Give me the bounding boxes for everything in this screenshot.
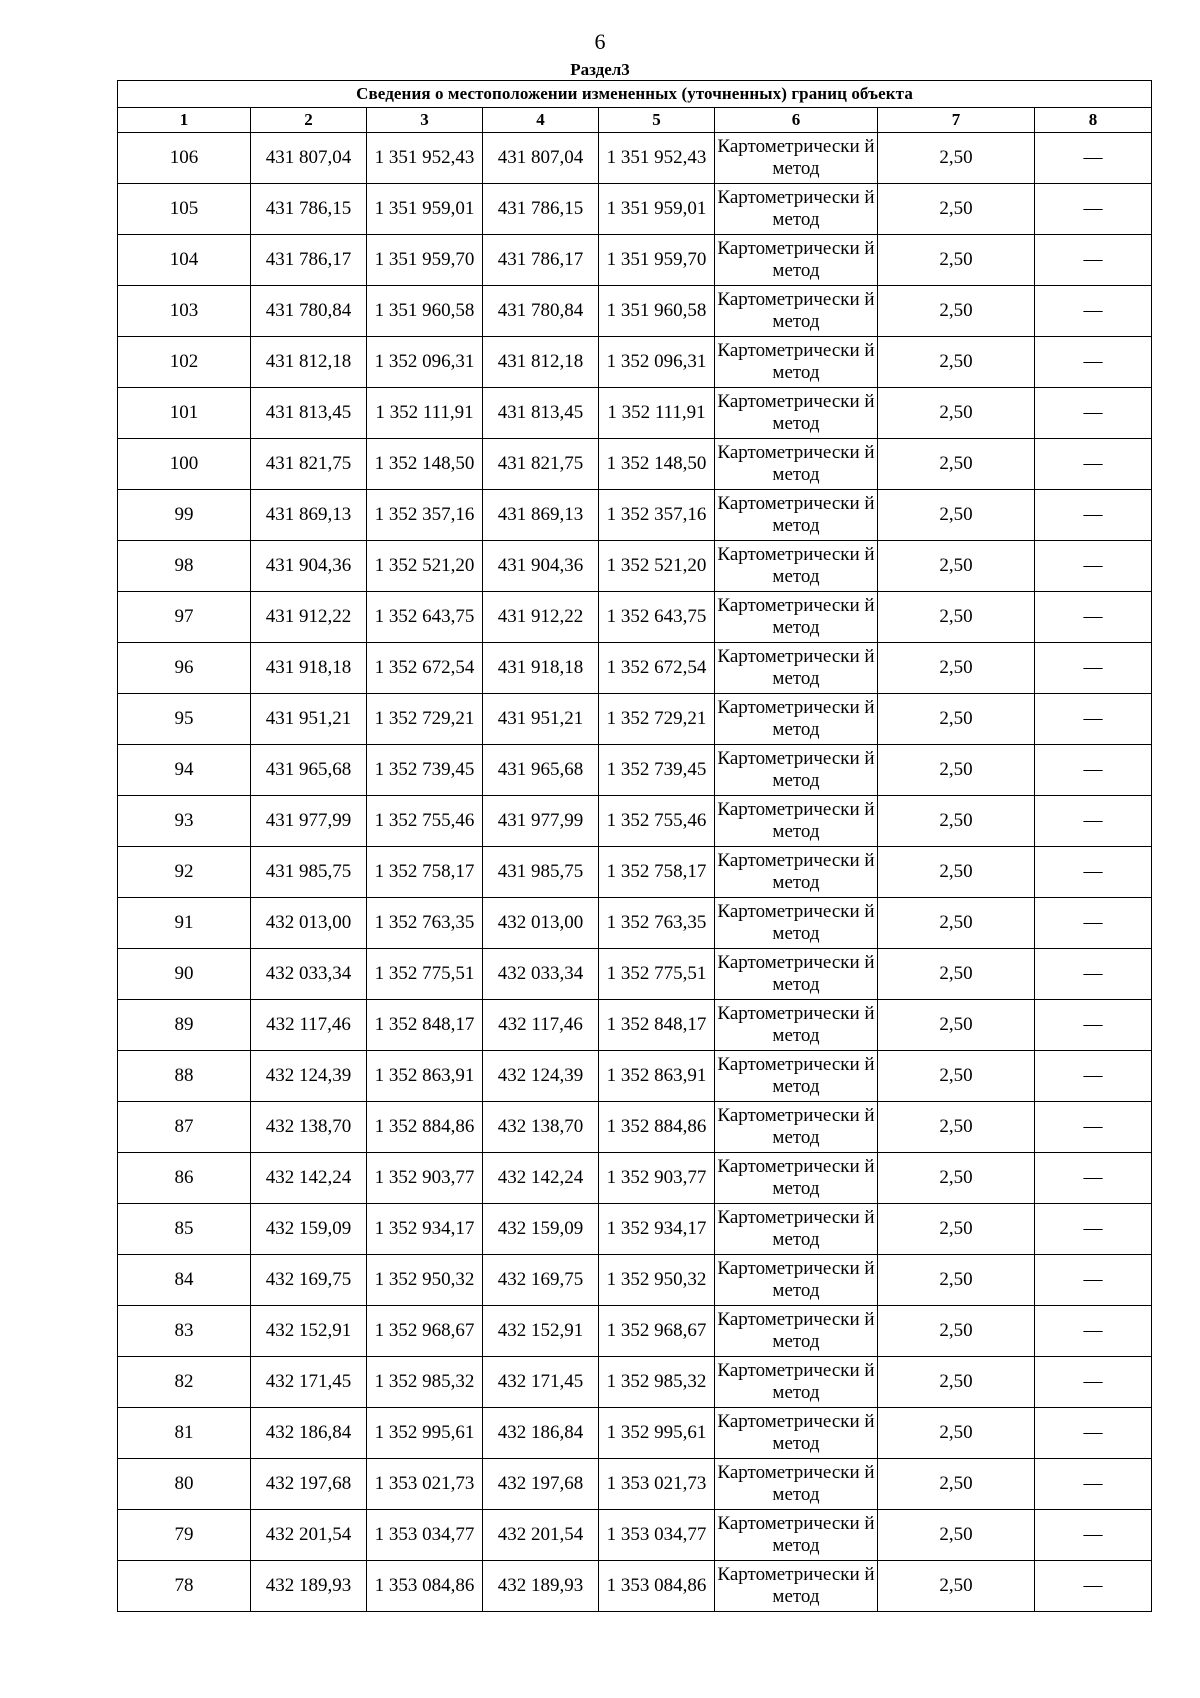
- x-coordinate-cell: 432 124,39: [483, 1051, 599, 1102]
- point-number-cell: 94: [118, 745, 251, 796]
- note-cell: —: [1035, 898, 1152, 949]
- x-coordinate-cell: 432 013,00: [483, 898, 599, 949]
- accuracy-cell: 2,50: [878, 337, 1035, 388]
- accuracy-cell: 2,50: [878, 286, 1035, 337]
- x-coordinate-cell: 432 152,91: [251, 1306, 367, 1357]
- x-coordinate-cell: 432 169,75: [251, 1255, 367, 1306]
- y-coordinate-cell: 1 352 903,77: [367, 1153, 483, 1204]
- x-coordinate-cell: 432 169,75: [483, 1255, 599, 1306]
- x-coordinate-cell: 432 201,54: [483, 1510, 599, 1561]
- y-coordinate-cell: 1 352 934,17: [599, 1204, 715, 1255]
- accuracy-cell: 2,50: [878, 439, 1035, 490]
- method-cell: Картометрически й метод: [715, 1255, 878, 1306]
- note-cell: —: [1035, 745, 1152, 796]
- x-coordinate-cell: 431 985,75: [251, 847, 367, 898]
- column-header: 6: [715, 108, 878, 133]
- x-coordinate-cell: 431 985,75: [483, 847, 599, 898]
- accuracy-cell: 2,50: [878, 490, 1035, 541]
- method-cell: Картометрически й метод: [715, 1408, 878, 1459]
- point-number-cell: 95: [118, 694, 251, 745]
- y-coordinate-cell: 1 352 357,16: [367, 490, 483, 541]
- method-cell: Картометрически й метод: [715, 235, 878, 286]
- y-coordinate-cell: 1 352 950,32: [367, 1255, 483, 1306]
- y-coordinate-cell: 1 351 960,58: [367, 286, 483, 337]
- table-row: [118, 184, 1152, 235]
- y-coordinate-cell: 1 352 995,61: [599, 1408, 715, 1459]
- x-coordinate-cell: 431 904,36: [251, 541, 367, 592]
- y-coordinate-cell: 1 352 729,21: [367, 694, 483, 745]
- y-coordinate-cell: 1 352 148,50: [599, 439, 715, 490]
- x-coordinate-cell: 431 904,36: [483, 541, 599, 592]
- point-number-cell: 81: [118, 1408, 251, 1459]
- accuracy-cell: 2,50: [878, 1204, 1035, 1255]
- table-row: [118, 1408, 1152, 1459]
- note-cell: —: [1035, 490, 1152, 541]
- x-coordinate-cell: 432 142,24: [483, 1153, 599, 1204]
- accuracy-cell: 2,50: [878, 1306, 1035, 1357]
- method-cell: Картометрически й метод: [715, 1357, 878, 1408]
- table-row: [118, 1255, 1152, 1306]
- table-row: [118, 337, 1152, 388]
- method-cell: Картометрически й метод: [715, 286, 878, 337]
- column-header: 4: [483, 108, 599, 133]
- note-cell: —: [1035, 184, 1152, 235]
- accuracy-cell: 2,50: [878, 847, 1035, 898]
- point-number-cell: 96: [118, 643, 251, 694]
- x-coordinate-cell: 431 912,22: [483, 592, 599, 643]
- column-header: 3: [367, 108, 483, 133]
- point-number-cell: 89: [118, 1000, 251, 1051]
- method-cell: Картометрически й метод: [715, 643, 878, 694]
- point-number-cell: 80: [118, 1459, 251, 1510]
- note-cell: —: [1035, 1306, 1152, 1357]
- accuracy-cell: 2,50: [878, 796, 1035, 847]
- accuracy-cell: 2,50: [878, 541, 1035, 592]
- y-coordinate-cell: 1 353 034,77: [599, 1510, 715, 1561]
- y-coordinate-cell: 1 351 959,70: [367, 235, 483, 286]
- table-row: [118, 1561, 1152, 1612]
- method-cell: Картометрически й метод: [715, 1459, 878, 1510]
- x-coordinate-cell: 431 786,17: [483, 235, 599, 286]
- point-number-cell: 82: [118, 1357, 251, 1408]
- method-cell: Картометрически й метод: [715, 898, 878, 949]
- accuracy-cell: 2,50: [878, 1000, 1035, 1051]
- point-number-cell: 97: [118, 592, 251, 643]
- method-cell: Картометрически й метод: [715, 592, 878, 643]
- y-coordinate-cell: 1 352 521,20: [599, 541, 715, 592]
- x-coordinate-cell: 432 197,68: [251, 1459, 367, 1510]
- accuracy-cell: 2,50: [878, 949, 1035, 1000]
- column-header-row: [118, 108, 1152, 133]
- y-coordinate-cell: 1 352 985,32: [599, 1357, 715, 1408]
- page-number: 6: [594, 29, 606, 54]
- x-coordinate-cell: 432 117,46: [483, 1000, 599, 1051]
- x-coordinate-cell: 431 977,99: [251, 796, 367, 847]
- note-cell: —: [1035, 1408, 1152, 1459]
- point-number-cell: 100: [118, 439, 251, 490]
- x-coordinate-cell: 432 159,09: [483, 1204, 599, 1255]
- x-coordinate-cell: 432 201,54: [251, 1510, 367, 1561]
- accuracy-cell: 2,50: [878, 592, 1035, 643]
- point-number-cell: 84: [118, 1255, 251, 1306]
- method-cell: Картометрически й метод: [715, 796, 878, 847]
- note-cell: —: [1035, 1510, 1152, 1561]
- point-number-cell: 90: [118, 949, 251, 1000]
- x-coordinate-cell: 432 189,93: [483, 1561, 599, 1612]
- table-row: [118, 643, 1152, 694]
- y-coordinate-cell: 1 352 995,61: [367, 1408, 483, 1459]
- point-number-cell: 87: [118, 1102, 251, 1153]
- x-coordinate-cell: 431 951,21: [483, 694, 599, 745]
- accuracy-cell: 2,50: [878, 694, 1035, 745]
- y-coordinate-cell: 1 352 357,16: [599, 490, 715, 541]
- y-coordinate-cell: 1 352 763,35: [599, 898, 715, 949]
- y-coordinate-cell: 1 352 863,91: [599, 1051, 715, 1102]
- note-cell: —: [1035, 1561, 1152, 1612]
- point-number-cell: 86: [118, 1153, 251, 1204]
- column-header: 2: [251, 108, 367, 133]
- y-coordinate-cell: 1 353 084,86: [599, 1561, 715, 1612]
- method-cell: Картометрически й метод: [715, 1306, 878, 1357]
- point-number-cell: 106: [118, 133, 251, 184]
- x-coordinate-cell: 432 124,39: [251, 1051, 367, 1102]
- y-coordinate-cell: 1 352 775,51: [599, 949, 715, 1000]
- x-coordinate-cell: 431 813,45: [251, 388, 367, 439]
- y-coordinate-cell: 1 352 643,75: [367, 592, 483, 643]
- accuracy-cell: 2,50: [878, 1102, 1035, 1153]
- x-coordinate-cell: 431 813,45: [483, 388, 599, 439]
- y-coordinate-cell: 1 352 903,77: [599, 1153, 715, 1204]
- table-row: [118, 1459, 1152, 1510]
- point-number-cell: 99: [118, 490, 251, 541]
- point-number-cell: 102: [118, 337, 251, 388]
- note-cell: —: [1035, 694, 1152, 745]
- x-coordinate-cell: 432 033,34: [483, 949, 599, 1000]
- method-cell: Картометрически й метод: [715, 847, 878, 898]
- x-coordinate-cell: 431 786,15: [483, 184, 599, 235]
- table-title: Сведения о местоположении измененных (уточненных) границ объекта: [118, 81, 1152, 108]
- x-coordinate-cell: 432 138,70: [251, 1102, 367, 1153]
- method-cell: Картометрически й метод: [715, 1561, 878, 1612]
- y-coordinate-cell: 1 352 968,67: [599, 1306, 715, 1357]
- x-coordinate-cell: 431 918,18: [483, 643, 599, 694]
- method-cell: Картометрически й метод: [715, 1051, 878, 1102]
- table-row: [118, 592, 1152, 643]
- table-row: [118, 1102, 1152, 1153]
- y-coordinate-cell: 1 352 884,86: [599, 1102, 715, 1153]
- note-cell: —: [1035, 1255, 1152, 1306]
- accuracy-cell: 2,50: [878, 1408, 1035, 1459]
- x-coordinate-cell: 432 033,34: [251, 949, 367, 1000]
- x-coordinate-cell: 431 821,75: [483, 439, 599, 490]
- table-body: [118, 133, 1152, 1612]
- y-coordinate-cell: 1 352 739,45: [599, 745, 715, 796]
- method-cell: Картометрически й метод: [715, 133, 878, 184]
- y-coordinate-cell: 1 351 959,01: [599, 184, 715, 235]
- x-coordinate-cell: 431 965,68: [483, 745, 599, 796]
- y-coordinate-cell: 1 352 096,31: [599, 337, 715, 388]
- point-number-cell: 88: [118, 1051, 251, 1102]
- x-coordinate-cell: 432 171,45: [483, 1357, 599, 1408]
- y-coordinate-cell: 1 352 848,17: [599, 1000, 715, 1051]
- method-cell: Картометрически й метод: [715, 745, 878, 796]
- note-cell: —: [1035, 235, 1152, 286]
- point-number-cell: 104: [118, 235, 251, 286]
- x-coordinate-cell: 432 197,68: [483, 1459, 599, 1510]
- method-cell: Картометрически й метод: [715, 337, 878, 388]
- x-coordinate-cell: 431 965,68: [251, 745, 367, 796]
- accuracy-cell: 2,50: [878, 133, 1035, 184]
- x-coordinate-cell: 432 159,09: [251, 1204, 367, 1255]
- y-coordinate-cell: 1 351 959,01: [367, 184, 483, 235]
- accuracy-cell: 2,50: [878, 1051, 1035, 1102]
- y-coordinate-cell: 1 352 985,32: [367, 1357, 483, 1408]
- table-row: [118, 1051, 1152, 1102]
- note-cell: —: [1035, 541, 1152, 592]
- y-coordinate-cell: 1 352 111,91: [599, 388, 715, 439]
- note-cell: —: [1035, 949, 1152, 1000]
- note-cell: —: [1035, 337, 1152, 388]
- y-coordinate-cell: 1 352 968,67: [367, 1306, 483, 1357]
- method-cell: Картометрически й метод: [715, 541, 878, 592]
- accuracy-cell: 2,50: [878, 1510, 1035, 1561]
- note-cell: —: [1035, 796, 1152, 847]
- note-cell: —: [1035, 1102, 1152, 1153]
- x-coordinate-cell: 431 807,04: [251, 133, 367, 184]
- y-coordinate-cell: 1 352 096,31: [367, 337, 483, 388]
- y-coordinate-cell: 1 352 755,46: [599, 796, 715, 847]
- point-number-cell: 93: [118, 796, 251, 847]
- x-coordinate-cell: 431 918,18: [251, 643, 367, 694]
- y-coordinate-cell: 1 353 084,86: [367, 1561, 483, 1612]
- y-coordinate-cell: 1 352 758,17: [599, 847, 715, 898]
- y-coordinate-cell: 1 353 021,73: [367, 1459, 483, 1510]
- column-header: 5: [599, 108, 715, 133]
- x-coordinate-cell: 431 912,22: [251, 592, 367, 643]
- method-cell: Картометрически й метод: [715, 949, 878, 1000]
- point-number-cell: 101: [118, 388, 251, 439]
- note-cell: —: [1035, 439, 1152, 490]
- note-cell: —: [1035, 847, 1152, 898]
- table-row: [118, 235, 1152, 286]
- column-header: 1: [118, 108, 251, 133]
- y-coordinate-cell: 1 352 755,46: [367, 796, 483, 847]
- table-row: [118, 1357, 1152, 1408]
- y-coordinate-cell: 1 353 034,77: [367, 1510, 483, 1561]
- accuracy-cell: 2,50: [878, 1561, 1035, 1612]
- method-cell: Картометрически й метод: [715, 439, 878, 490]
- y-coordinate-cell: 1 351 959,70: [599, 235, 715, 286]
- accuracy-cell: 2,50: [878, 745, 1035, 796]
- y-coordinate-cell: 1 352 863,91: [367, 1051, 483, 1102]
- x-coordinate-cell: 431 786,17: [251, 235, 367, 286]
- x-coordinate-cell: 431 786,15: [251, 184, 367, 235]
- point-number-cell: 103: [118, 286, 251, 337]
- accuracy-cell: 2,50: [878, 1357, 1035, 1408]
- x-coordinate-cell: 431 812,18: [251, 337, 367, 388]
- y-coordinate-cell: 1 352 643,75: [599, 592, 715, 643]
- table-row: [118, 1510, 1152, 1561]
- y-coordinate-cell: 1 351 960,58: [599, 286, 715, 337]
- y-coordinate-cell: 1 352 521,20: [367, 541, 483, 592]
- y-coordinate-cell: 1 352 934,17: [367, 1204, 483, 1255]
- point-number-cell: 105: [118, 184, 251, 235]
- accuracy-cell: 2,50: [878, 1255, 1035, 1306]
- method-cell: Картометрически й метод: [715, 1204, 878, 1255]
- y-coordinate-cell: 1 351 952,43: [367, 133, 483, 184]
- method-cell: Картометрически й метод: [715, 388, 878, 439]
- y-coordinate-cell: 1 351 952,43: [599, 133, 715, 184]
- x-coordinate-cell: 432 186,84: [483, 1408, 599, 1459]
- table-row: [118, 847, 1152, 898]
- x-coordinate-cell: 432 138,70: [483, 1102, 599, 1153]
- note-cell: —: [1035, 133, 1152, 184]
- y-coordinate-cell: 1 352 672,54: [367, 643, 483, 694]
- accuracy-cell: 2,50: [878, 1459, 1035, 1510]
- method-cell: Картометрически й метод: [715, 1000, 878, 1051]
- note-cell: —: [1035, 643, 1152, 694]
- y-coordinate-cell: 1 352 739,45: [367, 745, 483, 796]
- y-coordinate-cell: 1 352 848,17: [367, 1000, 483, 1051]
- note-cell: —: [1035, 286, 1152, 337]
- x-coordinate-cell: 432 013,00: [251, 898, 367, 949]
- table-row: [118, 1153, 1152, 1204]
- table-row: [118, 694, 1152, 745]
- x-coordinate-cell: 432 186,84: [251, 1408, 367, 1459]
- note-cell: —: [1035, 388, 1152, 439]
- x-coordinate-cell: 431 821,75: [251, 439, 367, 490]
- y-coordinate-cell: 1 352 672,54: [599, 643, 715, 694]
- column-header: 8: [1035, 108, 1152, 133]
- table-row: [118, 541, 1152, 592]
- y-coordinate-cell: 1 352 148,50: [367, 439, 483, 490]
- note-cell: —: [1035, 1051, 1152, 1102]
- note-cell: —: [1035, 592, 1152, 643]
- y-coordinate-cell: 1 352 758,17: [367, 847, 483, 898]
- note-cell: —: [1035, 1459, 1152, 1510]
- section-label: Раздел3: [570, 60, 630, 79]
- table-row: [118, 1000, 1152, 1051]
- x-coordinate-cell: 432 152,91: [483, 1306, 599, 1357]
- note-cell: —: [1035, 1357, 1152, 1408]
- method-cell: Картометрически й метод: [715, 1153, 878, 1204]
- method-cell: Картометрически й метод: [715, 1102, 878, 1153]
- x-coordinate-cell: 432 189,93: [251, 1561, 367, 1612]
- x-coordinate-cell: 431 780,84: [251, 286, 367, 337]
- accuracy-cell: 2,50: [878, 388, 1035, 439]
- method-cell: Картометрически й метод: [715, 1510, 878, 1561]
- point-number-cell: 85: [118, 1204, 251, 1255]
- table-row: [118, 1204, 1152, 1255]
- table-row: [118, 388, 1152, 439]
- y-coordinate-cell: 1 352 111,91: [367, 388, 483, 439]
- table-row: [118, 1306, 1152, 1357]
- y-coordinate-cell: 1 353 021,73: [599, 1459, 715, 1510]
- table-row: [118, 133, 1152, 184]
- table-row: [118, 949, 1152, 1000]
- method-cell: Картометрически й метод: [715, 184, 878, 235]
- y-coordinate-cell: 1 352 884,86: [367, 1102, 483, 1153]
- method-cell: Картометрически й метод: [715, 490, 878, 541]
- x-coordinate-cell: 432 117,46: [251, 1000, 367, 1051]
- y-coordinate-cell: 1 352 950,32: [599, 1255, 715, 1306]
- point-number-cell: 98: [118, 541, 251, 592]
- boundary-coordinates-table: [117, 80, 1152, 1612]
- point-number-cell: 78: [118, 1561, 251, 1612]
- x-coordinate-cell: 432 171,45: [251, 1357, 367, 1408]
- accuracy-cell: 2,50: [878, 643, 1035, 694]
- table-row: [118, 898, 1152, 949]
- point-number-cell: 83: [118, 1306, 251, 1357]
- table-row: [118, 490, 1152, 541]
- x-coordinate-cell: 432 142,24: [251, 1153, 367, 1204]
- x-coordinate-cell: 431 780,84: [483, 286, 599, 337]
- x-coordinate-cell: 431 869,13: [251, 490, 367, 541]
- table-row: [118, 286, 1152, 337]
- x-coordinate-cell: 431 812,18: [483, 337, 599, 388]
- note-cell: —: [1035, 1204, 1152, 1255]
- accuracy-cell: 2,50: [878, 235, 1035, 286]
- x-coordinate-cell: 431 951,21: [251, 694, 367, 745]
- table-row: [118, 745, 1152, 796]
- column-header: 7: [878, 108, 1035, 133]
- x-coordinate-cell: 431 807,04: [483, 133, 599, 184]
- table-row: [118, 796, 1152, 847]
- x-coordinate-cell: 431 977,99: [483, 796, 599, 847]
- point-number-cell: 92: [118, 847, 251, 898]
- method-cell: Картометрически й метод: [715, 694, 878, 745]
- y-coordinate-cell: 1 352 729,21: [599, 694, 715, 745]
- y-coordinate-cell: 1 352 775,51: [367, 949, 483, 1000]
- accuracy-cell: 2,50: [878, 898, 1035, 949]
- point-number-cell: 91: [118, 898, 251, 949]
- y-coordinate-cell: 1 352 763,35: [367, 898, 483, 949]
- note-cell: —: [1035, 1000, 1152, 1051]
- note-cell: —: [1035, 1153, 1152, 1204]
- accuracy-cell: 2,50: [878, 184, 1035, 235]
- point-number-cell: 79: [118, 1510, 251, 1561]
- table-row: [118, 439, 1152, 490]
- accuracy-cell: 2,50: [878, 1153, 1035, 1204]
- x-coordinate-cell: 431 869,13: [483, 490, 599, 541]
